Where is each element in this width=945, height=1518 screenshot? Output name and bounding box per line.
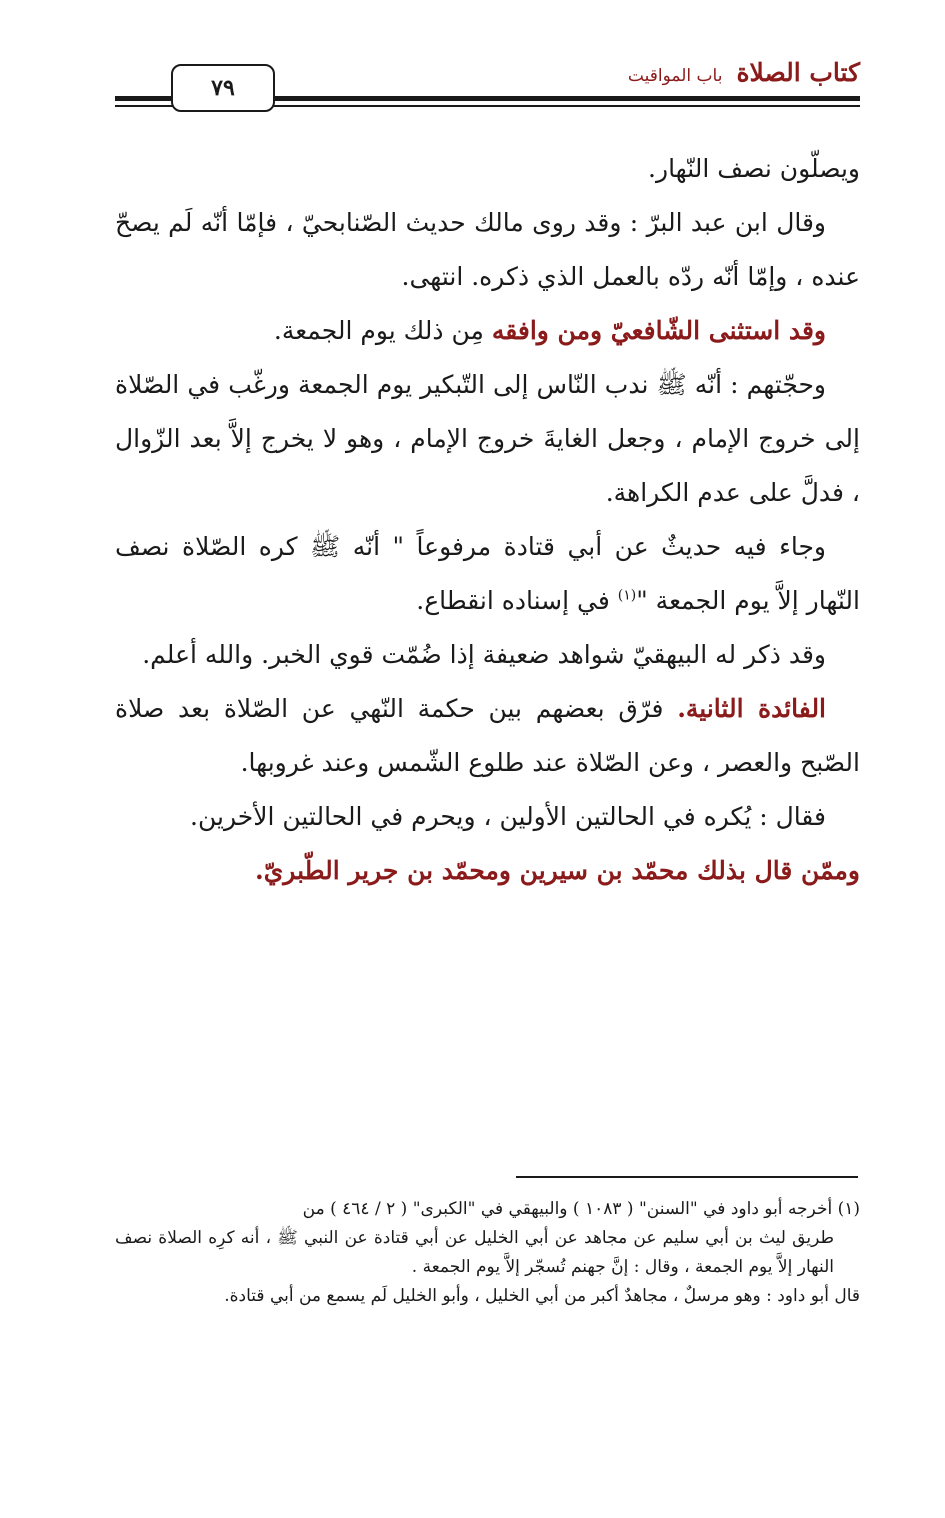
highlighted-text: وممّن قال بذلك محمّد بن سيرين ومحمّد بن جرير الطّبريّ. — [255, 856, 860, 885]
highlighted-text: وقد استثنى الشّافعيّ ومن وافقه — [491, 316, 826, 345]
paragraph-text: في إسناده انقطاع. — [416, 586, 618, 615]
main-text — [115, 142, 860, 898]
chapter-title: باب المواقيت — [627, 66, 723, 86]
paragraph-4: وحجّتهم : أنّه ﷺ ندب النّاس إلى التّبكير يوم الجمعة ورغّب في الصّلاة إلى خروج الإمام ، وجعل الغايةَ خروج الإمام ، وهو لا يخرج إلاَّ بعد الزّوال ، فدلَّ على عدم الكراهة. — [115, 370, 860, 507]
paragraph-2: وقال ابن عبد البرّ : وقد روى مالك حديث الصّنابحيّ ، فإمّا أنّه لَم يصحّ عنده ، وإمّا أنّه ردّه بالعمل الذي ذكره. انتهى. — [115, 208, 860, 291]
book-title: كتاب الصلاة — [736, 58, 860, 87]
footnote-2: قال أبو داود : وهو مرسلٌ ، مجاهدٌ أكبر من أبي الخليل ، وأبو الخليل لَم يسمع من أبي قتادة. — [224, 1286, 860, 1306]
footnotes — [115, 1195, 860, 1311]
paragraph-6: وقد ذكر له البيهقيّ شواهد ضعيفة إذا ضُمّت قوي الخبر. والله أعلم. — [142, 640, 826, 669]
page-header — [115, 52, 860, 110]
section-heading: الفائدة الثانية. — [677, 694, 827, 723]
paragraph-text: فرّق بعضهم بين حكمة النّهي عن الصّلاة بعد صلاة الصّبح والعصر ، وعن الصّلاة عند طلوع الشّمس وعند غروبها. — [115, 694, 860, 777]
paragraph-8: فقال : يُكره في الحالتين الأولين ، ويحرم في الحالتين الأخرين. — [190, 802, 826, 831]
running-head — [628, 58, 860, 87]
paragraph-5 — [115, 520, 860, 628]
footnote-1-continuation: طريق ليث بن أبي سليم عن مجاهد عن أبي الخليل عن أبي قتادة عن النبي ﷺ ، أنه كرِه الصلاة نصف النهار إلاَّ يوم الجمعة ، وقال : إنَّ جهنم تُسجّر إلاَّ يوم الجمعة . — [115, 1228, 834, 1277]
footnote-separator — [516, 1176, 858, 1178]
page-number: ٧٩ — [171, 64, 275, 112]
paragraph-text: مِن ذلك يوم الجمعة. — [273, 316, 492, 345]
paragraph-7 — [115, 682, 860, 790]
paragraph-9 — [115, 844, 860, 898]
footnote-reference: (١) — [617, 587, 637, 604]
footnote-1-line: (١) أخرجه أبو داود في "السنن" ( ١٠٨٣ ) والبيهقي في "الكبرى" ( ٢ / ٤٦٤ ) من — [302, 1199, 860, 1219]
paragraph-1: ويصلّون نصف النّهار. — [648, 154, 860, 183]
paragraph-text: وجاء فيه حديثٌ عن أبي قتادة مرفوعاً " أنّه ﷺ كره الصّلاة نصف النّهار إلاَّ يوم الجمعة " — [115, 532, 860, 615]
paragraph-3 — [115, 304, 860, 358]
